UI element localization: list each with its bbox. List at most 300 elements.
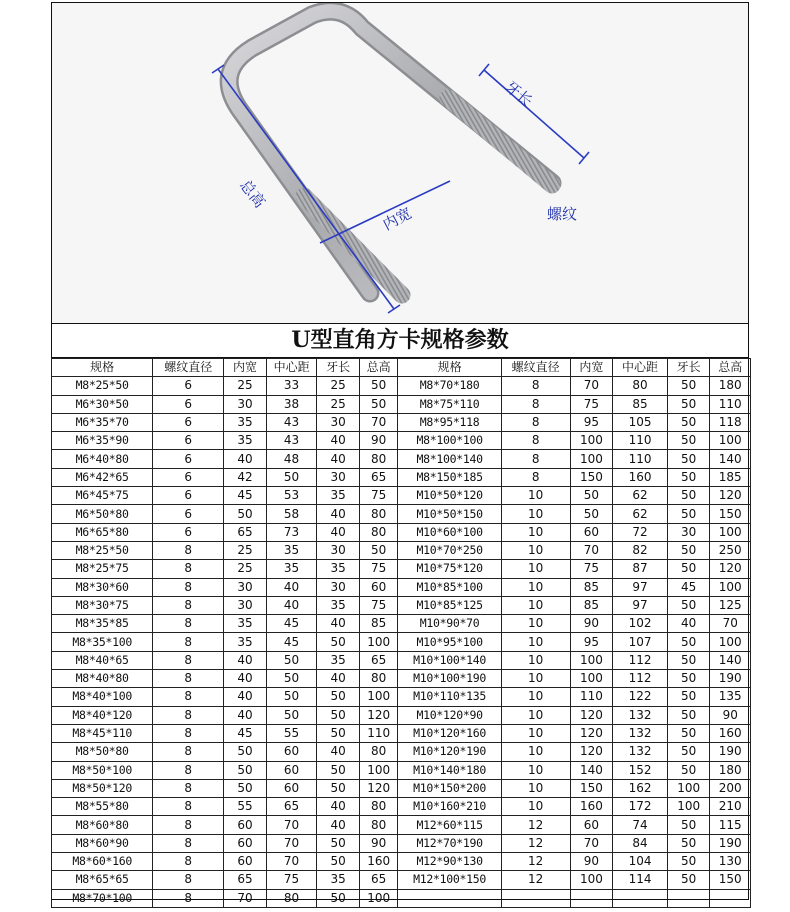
inner-width-cell: 50 <box>224 761 267 779</box>
thread-diameter-cell: 6 <box>153 505 224 523</box>
inner-width-cell: 60 <box>224 834 267 852</box>
total-height-cell: 50 <box>359 395 397 413</box>
spec-cell: M8*150*185 <box>398 468 501 486</box>
center-distance-cell: 62 <box>613 505 668 523</box>
thread-diameter-cell: 10 <box>501 615 570 633</box>
thread-diameter-cell: 10 <box>501 688 570 706</box>
table-row <box>52 688 751 706</box>
spec-cell: M10*50*120 <box>398 487 501 505</box>
header-row <box>52 359 751 377</box>
header-inner-width: 内宽 <box>570 359 613 377</box>
inner-width-cell: 75 <box>570 560 613 578</box>
thread-length-cell: 50 <box>667 377 710 395</box>
header-inner-width: 内宽 <box>224 359 267 377</box>
thread-length-cell: 25 <box>317 377 360 395</box>
table-row <box>52 615 751 633</box>
total-height-cell: 50 <box>359 377 397 395</box>
total-height-cell <box>710 889 751 907</box>
thread-diameter-cell: 8 <box>501 377 570 395</box>
table-row <box>52 578 751 596</box>
inner-width-cell: 95 <box>570 413 613 431</box>
spec-cell: M8*35*85 <box>52 615 153 633</box>
thread-diameter-cell: 8 <box>153 615 224 633</box>
thread-length-cell: 50 <box>667 560 710 578</box>
inner-width-cell: 50 <box>224 505 267 523</box>
inner-width-cell <box>570 889 613 907</box>
right-thread <box>448 98 552 185</box>
thread-diameter-cell: 8 <box>153 743 224 761</box>
thread-diameter-cell: 6 <box>153 395 224 413</box>
spec-cell: M6*40*80 <box>52 450 153 468</box>
total-height-cell: 110 <box>359 724 397 742</box>
center-distance-cell: 38 <box>266 395 317 413</box>
spec-cell: M10*110*135 <box>398 688 501 706</box>
center-distance-cell: 43 <box>266 413 317 431</box>
center-distance-cell: 87 <box>613 560 668 578</box>
table-row <box>52 761 751 779</box>
inner-width-cell: 30 <box>224 395 267 413</box>
inner-width-cell: 45 <box>224 487 267 505</box>
table-row <box>52 889 751 907</box>
spec-cell: M10*120*90 <box>398 706 501 724</box>
inner-width-cell: 160 <box>570 798 613 816</box>
inner-width-cell: 100 <box>570 432 613 450</box>
inner-width-cell: 100 <box>570 651 613 669</box>
thread-diameter-cell: 6 <box>153 413 224 431</box>
total-height-cell: 70 <box>710 615 751 633</box>
center-distance-cell: 62 <box>613 487 668 505</box>
thread-length-cell: 30 <box>317 578 360 596</box>
spec-cell: M8*25*75 <box>52 560 153 578</box>
thread-diameter-cell: 8 <box>153 871 224 889</box>
table-row <box>52 724 751 742</box>
center-distance-cell: 70 <box>266 834 317 852</box>
thread-length-cell: 50 <box>667 487 710 505</box>
center-distance-cell: 50 <box>266 670 317 688</box>
thread-diameter-cell: 8 <box>153 578 224 596</box>
total-height-cell: 125 <box>710 596 751 614</box>
thread-length-cell: 40 <box>667 615 710 633</box>
spec-cell: M12*90*130 <box>398 853 501 871</box>
inner-width-cell: 75 <box>570 395 613 413</box>
center-distance-cell: 43 <box>266 432 317 450</box>
thread-diameter-cell: 8 <box>153 724 224 742</box>
thread-diameter-cell: 10 <box>501 541 570 559</box>
thread-length-cell: 50 <box>667 834 710 852</box>
total-height-cell: 210 <box>710 798 751 816</box>
table-row <box>52 871 751 889</box>
total-height-cell: 200 <box>710 779 751 797</box>
center-distance-cell: 60 <box>266 779 317 797</box>
inner-width-cell: 100 <box>570 450 613 468</box>
thread-length-cell: 35 <box>317 651 360 669</box>
dimension-lines <box>212 64 589 313</box>
thread-diameter-cell: 8 <box>153 633 224 651</box>
inner-width-cell: 45 <box>224 724 267 742</box>
table-row <box>52 377 751 395</box>
header-spec: 规格 <box>52 359 153 377</box>
center-distance-cell: 40 <box>266 596 317 614</box>
total-height-cell: 150 <box>710 871 751 889</box>
total-height-cell: 160 <box>710 724 751 742</box>
total-height-cell: 85 <box>359 615 397 633</box>
table-row <box>52 413 751 431</box>
spec-cell: M6*65*80 <box>52 523 153 541</box>
inner-width-cell: 30 <box>224 596 267 614</box>
spec-cell: M6*42*65 <box>52 468 153 486</box>
thread-diameter-cell: 10 <box>501 670 570 688</box>
spec-cell: M8*30*75 <box>52 596 153 614</box>
inner-width-cell: 65 <box>224 523 267 541</box>
total-height-cell: 160 <box>359 853 397 871</box>
inner-width-cell: 60 <box>570 816 613 834</box>
thread-diameter-cell: 8 <box>153 834 224 852</box>
thread-length-cell: 30 <box>667 523 710 541</box>
center-distance-cell: 85 <box>613 395 668 413</box>
spec-cell: M8*50*120 <box>52 779 153 797</box>
thread-length-cell: 50 <box>667 651 710 669</box>
thread-diameter-cell: 8 <box>153 889 224 907</box>
thread-length-cell: 30 <box>317 413 360 431</box>
center-distance-cell: 53 <box>266 487 317 505</box>
thread-length-cell: 45 <box>667 578 710 596</box>
spec-cell: M10*70*250 <box>398 541 501 559</box>
thread-diameter-cell: 8 <box>153 706 224 724</box>
thread-diameter-cell: 10 <box>501 724 570 742</box>
inner-width-cell: 30 <box>224 578 267 596</box>
center-distance-cell: 132 <box>613 706 668 724</box>
spec-cell: M6*45*75 <box>52 487 153 505</box>
center-distance-cell: 110 <box>613 432 668 450</box>
spec-cell: M8*60*90 <box>52 834 153 852</box>
center-distance-cell: 172 <box>613 798 668 816</box>
center-distance-cell: 35 <box>266 560 317 578</box>
center-distance-cell: 50 <box>266 468 317 486</box>
thread-length-cell: 30 <box>317 468 360 486</box>
spec-cell: M8*30*60 <box>52 578 153 596</box>
total-height-cell: 180 <box>710 377 751 395</box>
center-distance-cell: 112 <box>613 670 668 688</box>
total-height-cell: 120 <box>710 487 751 505</box>
inner-width-cell: 140 <box>570 761 613 779</box>
table-title: U型直角方卡规格参数 <box>52 323 748 358</box>
thread-diameter-cell: 10 <box>501 798 570 816</box>
spec-cell: M10*75*120 <box>398 560 501 578</box>
table-row <box>52 432 751 450</box>
total-height-cell: 150 <box>710 505 751 523</box>
thread-length-cell: 50 <box>667 688 710 706</box>
center-distance-cell: 110 <box>613 450 668 468</box>
thread-length-cell: 40 <box>317 615 360 633</box>
inner-width-cell: 40 <box>224 706 267 724</box>
spec-cell: M10*150*200 <box>398 779 501 797</box>
table-row <box>52 596 751 614</box>
total-height-cell: 65 <box>359 651 397 669</box>
thread-length-cell: 50 <box>667 505 710 523</box>
thread-diameter-cell: 8 <box>153 541 224 559</box>
center-distance-cell: 82 <box>613 541 668 559</box>
thread-length-cell: 40 <box>317 798 360 816</box>
spec-cell: M8*50*100 <box>52 761 153 779</box>
total-height-cell: 80 <box>359 798 397 816</box>
total-height-cell: 90 <box>359 834 397 852</box>
thread-diameter-cell: 6 <box>153 468 224 486</box>
thread-length-cell: 50 <box>667 541 710 559</box>
thread-diameter-cell: 8 <box>501 413 570 431</box>
spec-cell: M6*35*70 <box>52 413 153 431</box>
thread-diameter-cell: 12 <box>501 871 570 889</box>
thread-length-cell: 50 <box>317 688 360 706</box>
inner-width-cell: 35 <box>224 413 267 431</box>
center-distance-cell: 114 <box>613 871 668 889</box>
table-row <box>52 450 751 468</box>
thread-length-cell: 50 <box>317 834 360 852</box>
table-row <box>52 706 751 724</box>
inner-width-cell: 50 <box>224 779 267 797</box>
thread-diameter-cell: 6 <box>153 432 224 450</box>
thread-diameter-cell: 8 <box>501 468 570 486</box>
table-row <box>52 395 751 413</box>
total-height-cell: 65 <box>359 468 397 486</box>
spec-cell: M10*100*140 <box>398 651 501 669</box>
spec-cell: M8*50*80 <box>52 743 153 761</box>
center-distance-cell: 33 <box>266 377 317 395</box>
total-height-cell: 90 <box>710 706 751 724</box>
inner-width-cell: 95 <box>570 633 613 651</box>
center-distance-cell: 72 <box>613 523 668 541</box>
thread-length-cell: 50 <box>667 761 710 779</box>
spec-cell: M10*90*70 <box>398 615 501 633</box>
spec-cell: M8*35*100 <box>52 633 153 651</box>
total-height-cell: 70 <box>359 413 397 431</box>
center-distance-cell: 45 <box>266 633 317 651</box>
center-distance-cell: 97 <box>613 596 668 614</box>
spec-cell: M10*85*100 <box>398 578 501 596</box>
center-distance-cell: 152 <box>613 761 668 779</box>
thread-diameter-cell: 8 <box>153 798 224 816</box>
center-distance-cell: 65 <box>266 798 317 816</box>
total-height-cell: 100 <box>359 633 397 651</box>
center-distance-cell: 107 <box>613 633 668 651</box>
inner-width-cell: 25 <box>224 560 267 578</box>
table-row <box>52 541 751 559</box>
inner-width-cell: 25 <box>224 541 267 559</box>
inner-width-cell: 40 <box>224 651 267 669</box>
total-height-cell: 100 <box>710 633 751 651</box>
thread-length-cell: 25 <box>317 395 360 413</box>
table-row <box>52 633 751 651</box>
spec-cell: M8*75*110 <box>398 395 501 413</box>
center-distance-cell: 105 <box>613 413 668 431</box>
thread-diameter-cell: 10 <box>501 560 570 578</box>
inner-width-cell: 150 <box>570 468 613 486</box>
thread-diameter-cell: 10 <box>501 505 570 523</box>
spec-cell: M8*25*50 <box>52 377 153 395</box>
thread-length-cell: 40 <box>317 670 360 688</box>
total-height-cell: 100 <box>359 761 397 779</box>
thread-diameter-cell: 8 <box>153 560 224 578</box>
total-height-cell: 75 <box>359 596 397 614</box>
total-height-cell: 120 <box>359 706 397 724</box>
u-bolt-diagram <box>52 3 748 324</box>
spec-cell: M8*65*65 <box>52 871 153 889</box>
center-distance-cell: 48 <box>266 450 317 468</box>
thread-length-label: 牙长 <box>501 77 536 111</box>
spec-cell: M8*95*118 <box>398 413 501 431</box>
spec-cell: M8*100*100 <box>398 432 501 450</box>
total-height-cell: 100 <box>710 523 751 541</box>
center-distance-cell: 84 <box>613 834 668 852</box>
inner-width-cell: 120 <box>570 706 613 724</box>
center-distance-cell: 80 <box>613 377 668 395</box>
total-height-cell: 190 <box>710 834 751 852</box>
thread-length-cell: 40 <box>317 505 360 523</box>
total-height-cell: 100 <box>359 889 397 907</box>
thread-length-cell: 100 <box>667 779 710 797</box>
inner-width-cell: 55 <box>224 798 267 816</box>
thread-diameter-cell: 8 <box>501 450 570 468</box>
thread-diameter-cell: 10 <box>501 487 570 505</box>
center-distance-cell: 35 <box>266 541 317 559</box>
center-distance-cell: 80 <box>266 889 317 907</box>
spec-cell: M12*100*150 <box>398 871 501 889</box>
center-distance-cell: 60 <box>266 761 317 779</box>
center-distance-cell: 74 <box>613 816 668 834</box>
inner-width-cell: 50 <box>570 505 613 523</box>
total-height-cell: 80 <box>359 816 397 834</box>
total-height-cell: 65 <box>359 871 397 889</box>
thread-length-cell: 50 <box>667 670 710 688</box>
inner-width-cell: 42 <box>224 468 267 486</box>
thread-diameter-cell: 6 <box>153 377 224 395</box>
total-height-cell: 110 <box>710 395 751 413</box>
table-row <box>52 670 751 688</box>
thread-diameter-cell: 8 <box>153 670 224 688</box>
spec-cell: M10*95*100 <box>398 633 501 651</box>
inner-width-cell: 100 <box>570 670 613 688</box>
center-distance-cell: 122 <box>613 688 668 706</box>
thread-length-cell: 40 <box>317 450 360 468</box>
spec-sheet <box>51 2 749 905</box>
total-height-label: 总高 <box>236 176 269 212</box>
spec-cell: M8*25*50 <box>52 541 153 559</box>
spec-cell: M8*55*80 <box>52 798 153 816</box>
center-distance-cell: 112 <box>613 651 668 669</box>
center-distance-cell: 50 <box>266 688 317 706</box>
thread-diameter-cell: 8 <box>153 816 224 834</box>
thread-length-cell <box>667 889 710 907</box>
spec-cell: M10*50*150 <box>398 505 501 523</box>
table-row <box>52 505 751 523</box>
thread-length-cell: 40 <box>317 816 360 834</box>
spec-cell: M12*60*115 <box>398 816 501 834</box>
center-distance-cell: 45 <box>266 615 317 633</box>
total-height-cell: 75 <box>359 487 397 505</box>
center-distance-cell: 58 <box>266 505 317 523</box>
header-spec: 规格 <box>398 359 501 377</box>
center-distance-cell: 97 <box>613 578 668 596</box>
header-total-height: 总高 <box>359 359 397 377</box>
header-center-distance: 中心距 <box>266 359 317 377</box>
header-thread-length: 牙长 <box>317 359 360 377</box>
table-row <box>52 853 751 871</box>
center-distance-cell: 160 <box>613 468 668 486</box>
total-height-cell: 180 <box>710 761 751 779</box>
inner-width-cell: 25 <box>224 377 267 395</box>
spec-table-body <box>52 377 751 908</box>
thread-diameter-cell: 10 <box>501 743 570 761</box>
total-height-cell: 100 <box>359 688 397 706</box>
thread-length-cell: 50 <box>667 395 710 413</box>
thread-length-cell: 35 <box>317 596 360 614</box>
inner-width-cell: 100 <box>570 871 613 889</box>
inner-width-cell: 35 <box>224 432 267 450</box>
thread-length-cell: 50 <box>667 706 710 724</box>
spec-cell: M8*40*100 <box>52 688 153 706</box>
thread-diameter-cell: 10 <box>501 578 570 596</box>
thread-diameter-cell: 10 <box>501 651 570 669</box>
inner-width-cell: 85 <box>570 596 613 614</box>
center-distance-cell: 102 <box>613 615 668 633</box>
thread-diameter-cell: 10 <box>501 633 570 651</box>
center-distance-cell: 60 <box>266 743 317 761</box>
spec-cell: M8*45*110 <box>52 724 153 742</box>
spec-cell: M10*60*100 <box>398 523 501 541</box>
thread-diameter-cell: 8 <box>153 853 224 871</box>
inner-width-cell: 40 <box>224 688 267 706</box>
header-total-height: 总高 <box>710 359 751 377</box>
table-row <box>52 560 751 578</box>
thread-length-cell: 50 <box>667 633 710 651</box>
header-thread-diameter: 螺纹直径 <box>153 359 224 377</box>
center-distance-cell: 50 <box>266 706 317 724</box>
inner-width-cell: 120 <box>570 743 613 761</box>
thread-diameter-cell: 8 <box>153 779 224 797</box>
total-height-cell: 120 <box>710 560 751 578</box>
thread-length-cell: 50 <box>317 724 360 742</box>
thread-length-cell: 50 <box>317 889 360 907</box>
thread-diameter-cell: 6 <box>153 487 224 505</box>
thread-length-cell: 35 <box>317 871 360 889</box>
inner-width-cell: 60 <box>224 853 267 871</box>
thread-diameter-cell: 6 <box>153 523 224 541</box>
table-row <box>52 468 751 486</box>
thread-diameter-cell: 12 <box>501 816 570 834</box>
total-height-cell: 130 <box>710 853 751 871</box>
center-distance-cell: 50 <box>266 651 317 669</box>
total-height-cell: 80 <box>359 670 397 688</box>
header-thread-diameter: 螺纹直径 <box>501 359 570 377</box>
spec-cell: M6*50*80 <box>52 505 153 523</box>
spec-cell: M8*60*160 <box>52 853 153 871</box>
inner-width-cell: 40 <box>224 670 267 688</box>
inner-width-cell: 60 <box>570 523 613 541</box>
spec-cell: M12*70*190 <box>398 834 501 852</box>
thread-diameter-cell: 8 <box>153 651 224 669</box>
u-bolt-illustration <box>52 3 748 321</box>
table-row <box>52 743 751 761</box>
thread-length-cell: 50 <box>317 779 360 797</box>
spec-cell: M10*100*190 <box>398 670 501 688</box>
inner-width-cell: 110 <box>570 688 613 706</box>
inner-width-cell: 50 <box>224 743 267 761</box>
thread-length-cell: 50 <box>667 413 710 431</box>
total-height-cell: 50 <box>359 541 397 559</box>
spec-cell: M8*40*120 <box>52 706 153 724</box>
total-height-cell: 135 <box>710 688 751 706</box>
thread-length-cell: 50 <box>317 853 360 871</box>
center-distance-cell: 70 <box>266 816 317 834</box>
